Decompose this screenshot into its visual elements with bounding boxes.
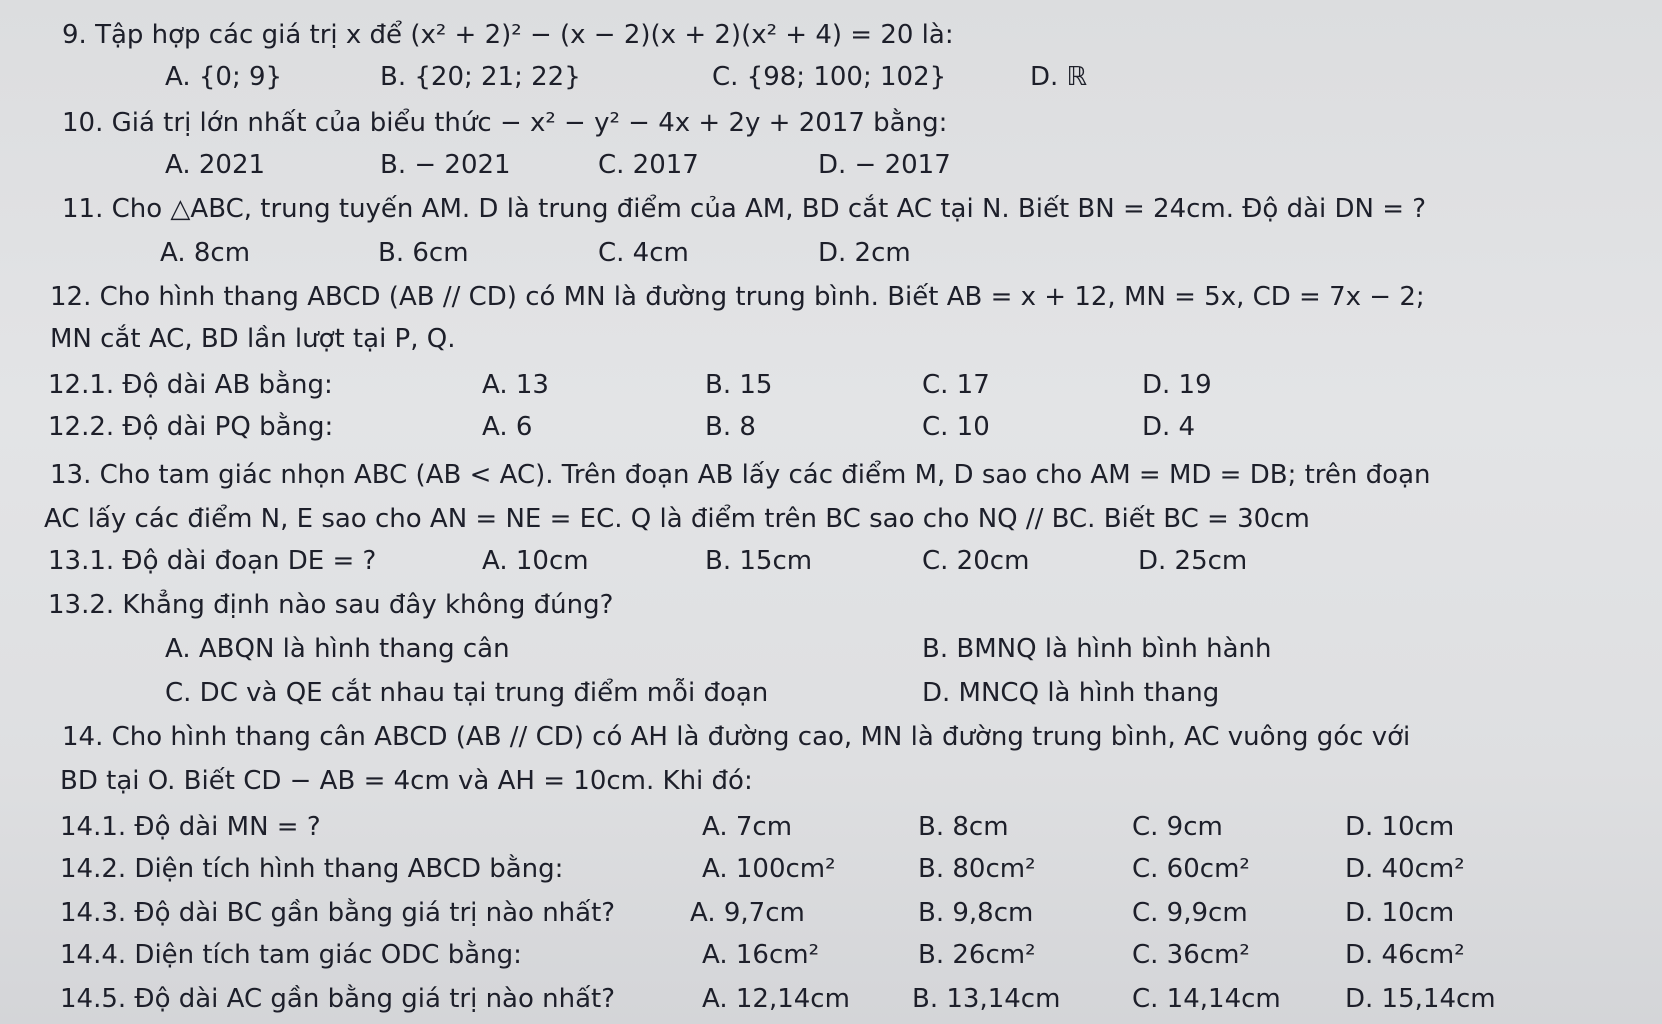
q14-1-option-c: C. 9cm: [1132, 812, 1223, 842]
q11-option-b: B. 6cm: [378, 238, 469, 268]
q11-option-d: D. 2cm: [818, 238, 911, 268]
q9-stem-end: là:: [913, 20, 954, 50]
q11-option-c: C. 4cm: [598, 238, 689, 268]
q14-3-option-b: B. 9,8cm: [918, 898, 1034, 928]
q14-5-option-a: A. 12,14cm: [702, 984, 850, 1014]
q13-1-option-b: B. 15cm: [705, 546, 813, 576]
q9-option-c: C. {98; 100; 102}: [712, 62, 947, 92]
q14-1-option-b: B. 8cm: [918, 812, 1009, 842]
q13-1-label: 13.1. Độ dài đoạn DE = ?: [48, 546, 377, 576]
q12-2-option-c: C. 10: [922, 412, 990, 442]
q14-5-option-b: B. 13,14cm: [912, 984, 1061, 1014]
q12-2-label: 12.2. Độ dài PQ bằng:: [48, 412, 334, 442]
q10-expression: − x² − y² − 4x + 2y + 2017: [499, 108, 865, 138]
q13-stem-line2: AC lấy các điểm N, E sao cho AN = NE = EC. Q là điểm trên BC sao cho NQ // BC. Biết BC = 30cm: [44, 504, 1310, 534]
q11-stem: 11. Cho △ABC, trung tuyến AM. D là trung điểm của AM, BD cắt AC tại N. Biết BN = 24cm. Độ dài DN = ?: [62, 194, 1427, 224]
q14-4-label: 14.4. Diện tích tam giác ODC bằng:: [60, 940, 522, 970]
q14-3-label: 14.3. Độ dài BC gần bằng giá trị nào nhất?: [60, 898, 616, 928]
q9-expression: (x² + 2)² − (x − 2)(x + 2)(x² + 4) = 20: [410, 20, 914, 50]
q14-stem-line2: BD tại O. Biết CD − AB = 4cm và AH = 10cm. Khi đó:: [60, 766, 753, 796]
q14-5-option-d: D. 15,14cm: [1345, 984, 1496, 1014]
q10-option-c: C. 2017: [598, 150, 699, 180]
q14-stem-line1: 14. Cho hình thang cân ABCD (AB // CD) có AH là đường cao, MN là đường trung bình, AC vuông góc với: [62, 722, 1411, 752]
q10-option-d: D. − 2017: [818, 150, 951, 180]
q14-4-option-c: C. 36cm²: [1132, 940, 1250, 970]
q12-1-option-d: D. 19: [1142, 370, 1212, 400]
q12-2-option-b: B. 8: [705, 412, 756, 442]
q14-4-option-a: A. 16cm²: [702, 940, 819, 970]
q11-option-a: A. 8cm: [160, 238, 251, 268]
q9-option-b: B. {20; 21; 22}: [380, 62, 581, 92]
q14-4-option-b: B. 26cm²: [918, 940, 1036, 970]
q14-5-option-c: C. 14,14cm: [1132, 984, 1281, 1014]
q14-2-label: 14.2. Diện tích hình thang ABCD bằng:: [60, 854, 564, 884]
q9-stem-start: 9. Tập hợp các giá trị x để: [62, 20, 411, 50]
q13-2-option-a: A. ABQN là hình thang cân: [165, 634, 510, 664]
q14-2-option-c: C. 60cm²: [1132, 854, 1250, 884]
q10-stem-end: bằng:: [864, 108, 948, 138]
q13-1-option-d: D. 25cm: [1138, 546, 1248, 576]
q14-4-option-d: D. 46cm²: [1345, 940, 1465, 970]
q13-2-option-d: D. MNCQ là hình thang: [922, 678, 1220, 708]
q9-option-a: A. {0; 9}: [165, 62, 283, 92]
q13-stem-line1: 13. Cho tam giác nhọn ABC (AB < AC). Trên đoạn AB lấy các điểm M, D sao cho AM = MD = DB; trên đoạn: [50, 460, 1431, 490]
q9-option-d: D. ℝ: [1030, 62, 1088, 92]
q10-option-a: A. 2021: [165, 150, 266, 180]
q14-2-option-b: B. 80cm²: [918, 854, 1036, 884]
q14-1-option-a: A. 7cm: [702, 812, 793, 842]
q14-5-label: 14.5. Độ dài AC gần bằng giá trị nào nhất?: [60, 984, 616, 1014]
q13-2-label: 13.2. Khẳng định nào sau đây không đúng?: [48, 590, 614, 620]
q14-3-option-c: C. 9,9cm: [1132, 898, 1248, 928]
q12-2-option-d: D. 4: [1142, 412, 1196, 442]
q13-2-option-b: B. BMNQ là hình bình hành: [922, 634, 1272, 664]
q10-stem: [62, 106, 947, 140]
q12-2-option-a: A. 6: [482, 412, 533, 442]
q9-stem: [62, 18, 954, 52]
q13-1-option-a: A. 10cm: [482, 546, 589, 576]
q12-1-option-b: B. 15: [705, 370, 773, 400]
q12-stem-line2: MN cắt AC, BD lần lượt tại P, Q.: [50, 324, 456, 354]
q10-option-b: B. − 2021: [380, 150, 511, 180]
q14-3-option-a: A. 9,7cm: [690, 898, 805, 928]
q12-1-option-a: A. 13: [482, 370, 549, 400]
q13-2-option-c: C. DC và QE cắt nhau tại trung điểm mỗi đoạn: [165, 678, 769, 708]
q10-stem-start: 10. Giá trị lớn nhất của biểu thức: [62, 108, 500, 138]
q12-1-label: 12.1. Độ dài AB bằng:: [48, 370, 333, 400]
q14-1-label: 14.1. Độ dài MN = ?: [60, 812, 321, 842]
q14-1-option-d: D. 10cm: [1345, 812, 1455, 842]
q14-2-option-d: D. 40cm²: [1345, 854, 1465, 884]
q13-1-option-c: C. 20cm: [922, 546, 1030, 576]
q14-2-option-a: A. 100cm²: [702, 854, 836, 884]
q14-3-option-d: D. 10cm: [1345, 898, 1455, 928]
q12-1-option-c: C. 17: [922, 370, 990, 400]
q12-stem-line1: 12. Cho hình thang ABCD (AB // CD) có MN là đường trung bình. Biết AB = x + 12, MN = 5x, CD = 7x − 2;: [50, 282, 1425, 312]
